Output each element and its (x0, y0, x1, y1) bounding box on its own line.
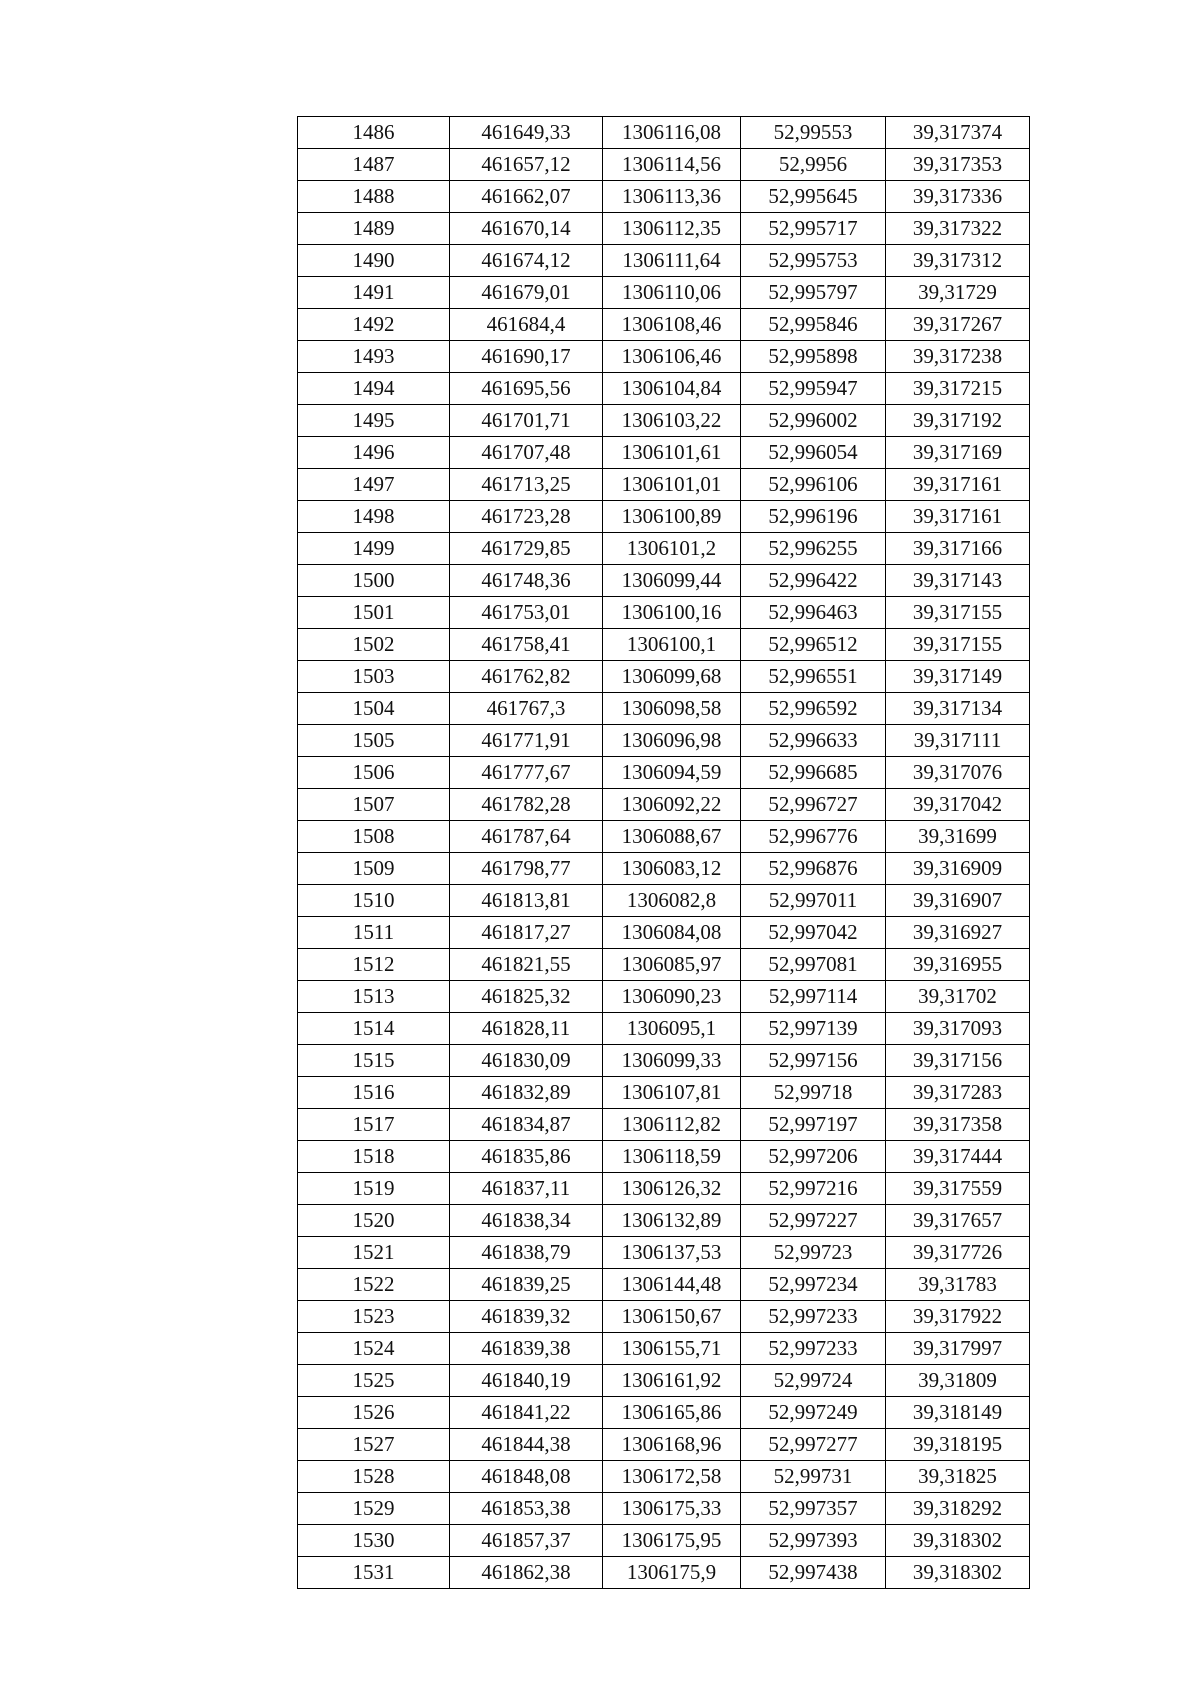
y-coordinate-cell: 1306103,22 (603, 405, 741, 437)
y-coordinate-cell: 1306112,82 (603, 1109, 741, 1141)
longitude-cell: 39,317155 (886, 597, 1030, 629)
latitude-cell: 52,995947 (741, 373, 886, 405)
x-coordinate-cell: 461679,01 (450, 277, 603, 309)
latitude-cell: 52,99724 (741, 1365, 886, 1397)
latitude-cell: 52,995846 (741, 309, 886, 341)
table-row (298, 277, 1030, 309)
point-number-cell: 1492 (298, 309, 450, 341)
y-coordinate-cell: 1306161,92 (603, 1365, 741, 1397)
x-coordinate-cell: 461723,28 (450, 501, 603, 533)
table-row (298, 1333, 1030, 1365)
table-row (298, 661, 1030, 693)
longitude-cell: 39,317076 (886, 757, 1030, 789)
longitude-cell: 39,317444 (886, 1141, 1030, 1173)
latitude-cell: 52,996876 (741, 853, 886, 885)
table-row (298, 1525, 1030, 1557)
x-coordinate-cell: 461762,82 (450, 661, 603, 693)
y-coordinate-cell: 1306098,58 (603, 693, 741, 725)
x-coordinate-cell: 461839,38 (450, 1333, 603, 1365)
table-row (298, 821, 1030, 853)
point-number-cell: 1499 (298, 533, 450, 565)
x-coordinate-cell: 461830,09 (450, 1045, 603, 1077)
longitude-cell: 39,317312 (886, 245, 1030, 277)
longitude-cell: 39,316955 (886, 949, 1030, 981)
point-number-cell: 1516 (298, 1077, 450, 1109)
latitude-cell: 52,997438 (741, 1557, 886, 1589)
point-number-cell: 1524 (298, 1333, 450, 1365)
latitude-cell: 52,997216 (741, 1173, 886, 1205)
table-row (298, 309, 1030, 341)
latitude-cell: 52,996422 (741, 565, 886, 597)
latitude-cell: 52,996463 (741, 597, 886, 629)
longitude-cell: 39,317134 (886, 693, 1030, 725)
x-coordinate-cell: 461832,89 (450, 1077, 603, 1109)
point-number-cell: 1521 (298, 1237, 450, 1269)
table-row (298, 629, 1030, 661)
latitude-cell: 52,996633 (741, 725, 886, 757)
y-coordinate-cell: 1306095,1 (603, 1013, 741, 1045)
y-coordinate-cell: 1306111,64 (603, 245, 741, 277)
table-row (298, 1077, 1030, 1109)
table-row (298, 501, 1030, 533)
latitude-cell: 52,997393 (741, 1525, 886, 1557)
x-coordinate-cell: 461782,28 (450, 789, 603, 821)
latitude-cell: 52,997249 (741, 1397, 886, 1429)
y-coordinate-cell: 1306099,68 (603, 661, 741, 693)
longitude-cell: 39,317559 (886, 1173, 1030, 1205)
y-coordinate-cell: 1306172,58 (603, 1461, 741, 1493)
table-row (298, 1397, 1030, 1429)
longitude-cell: 39,317156 (886, 1045, 1030, 1077)
latitude-cell: 52,9956 (741, 149, 886, 181)
table-row (298, 1109, 1030, 1141)
y-coordinate-cell: 1306088,67 (603, 821, 741, 853)
longitude-cell: 39,317353 (886, 149, 1030, 181)
y-coordinate-cell: 1306155,71 (603, 1333, 741, 1365)
y-coordinate-cell: 1306175,95 (603, 1525, 741, 1557)
longitude-cell: 39,317997 (886, 1333, 1030, 1365)
x-coordinate-cell: 461701,71 (450, 405, 603, 437)
y-coordinate-cell: 1306101,2 (603, 533, 741, 565)
y-coordinate-cell: 1306101,01 (603, 469, 741, 501)
latitude-cell: 52,997227 (741, 1205, 886, 1237)
latitude-cell: 52,996255 (741, 533, 886, 565)
x-coordinate-cell: 461853,38 (450, 1493, 603, 1525)
point-number-cell: 1494 (298, 373, 450, 405)
point-number-cell: 1495 (298, 405, 450, 437)
longitude-cell: 39,316907 (886, 885, 1030, 917)
y-coordinate-cell: 1306094,59 (603, 757, 741, 789)
point-number-cell: 1489 (298, 213, 450, 245)
y-coordinate-cell: 1306101,61 (603, 437, 741, 469)
latitude-cell: 52,995898 (741, 341, 886, 373)
table-row (298, 1429, 1030, 1461)
x-coordinate-cell: 461838,79 (450, 1237, 603, 1269)
point-number-cell: 1498 (298, 501, 450, 533)
longitude-cell: 39,31783 (886, 1269, 1030, 1301)
latitude-cell: 52,997206 (741, 1141, 886, 1173)
longitude-cell: 39,317726 (886, 1237, 1030, 1269)
y-coordinate-cell: 1306175,9 (603, 1557, 741, 1589)
point-number-cell: 1522 (298, 1269, 450, 1301)
y-coordinate-cell: 1306110,06 (603, 277, 741, 309)
longitude-cell: 39,317238 (886, 341, 1030, 373)
latitude-cell: 52,997357 (741, 1493, 886, 1525)
table-row (298, 437, 1030, 469)
x-coordinate-cell: 461771,91 (450, 725, 603, 757)
point-number-cell: 1515 (298, 1045, 450, 1077)
point-number-cell: 1504 (298, 693, 450, 725)
latitude-cell: 52,997197 (741, 1109, 886, 1141)
point-number-cell: 1528 (298, 1461, 450, 1493)
point-number-cell: 1527 (298, 1429, 450, 1461)
longitude-cell: 39,31702 (886, 981, 1030, 1013)
latitude-cell: 52,997233 (741, 1333, 886, 1365)
point-number-cell: 1506 (298, 757, 450, 789)
y-coordinate-cell: 1306082,8 (603, 885, 741, 917)
longitude-cell: 39,318195 (886, 1429, 1030, 1461)
x-coordinate-cell: 461834,87 (450, 1109, 603, 1141)
table-row (298, 469, 1030, 501)
latitude-cell: 52,996727 (741, 789, 886, 821)
table-row (298, 213, 1030, 245)
y-coordinate-cell: 1306144,48 (603, 1269, 741, 1301)
point-number-cell: 1486 (298, 117, 450, 149)
table-row (298, 117, 1030, 149)
x-coordinate-cell: 461729,85 (450, 533, 603, 565)
longitude-cell: 39,316927 (886, 917, 1030, 949)
point-number-cell: 1488 (298, 181, 450, 213)
x-coordinate-cell: 461674,12 (450, 245, 603, 277)
longitude-cell: 39,317143 (886, 565, 1030, 597)
latitude-cell: 52,995717 (741, 213, 886, 245)
longitude-cell: 39,317161 (886, 469, 1030, 501)
x-coordinate-cell: 461684,4 (450, 309, 603, 341)
latitude-cell: 52,997042 (741, 917, 886, 949)
point-number-cell: 1490 (298, 245, 450, 277)
latitude-cell: 52,996685 (741, 757, 886, 789)
x-coordinate-cell: 461844,38 (450, 1429, 603, 1461)
x-coordinate-cell: 461670,14 (450, 213, 603, 245)
point-number-cell: 1514 (298, 1013, 450, 1045)
latitude-cell: 52,997114 (741, 981, 886, 1013)
point-number-cell: 1501 (298, 597, 450, 629)
table-row (298, 1173, 1030, 1205)
y-coordinate-cell: 1306106,46 (603, 341, 741, 373)
table-row (298, 1301, 1030, 1333)
x-coordinate-cell: 461841,22 (450, 1397, 603, 1429)
point-number-cell: 1493 (298, 341, 450, 373)
y-coordinate-cell: 1306168,96 (603, 1429, 741, 1461)
point-number-cell: 1517 (298, 1109, 450, 1141)
latitude-cell: 52,997233 (741, 1301, 886, 1333)
longitude-cell: 39,31825 (886, 1461, 1030, 1493)
x-coordinate-cell: 461840,19 (450, 1365, 603, 1397)
point-number-cell: 1502 (298, 629, 450, 661)
point-number-cell: 1508 (298, 821, 450, 853)
table-row (298, 373, 1030, 405)
table-row (298, 245, 1030, 277)
longitude-cell: 39,31699 (886, 821, 1030, 853)
y-coordinate-cell: 1306126,32 (603, 1173, 741, 1205)
longitude-cell: 39,317358 (886, 1109, 1030, 1141)
point-number-cell: 1505 (298, 725, 450, 757)
latitude-cell: 52,996106 (741, 469, 886, 501)
longitude-cell: 39,317322 (886, 213, 1030, 245)
latitude-cell: 52,996776 (741, 821, 886, 853)
coordinates-table (297, 116, 1030, 1589)
y-coordinate-cell: 1306116,08 (603, 117, 741, 149)
point-number-cell: 1512 (298, 949, 450, 981)
table-row (298, 693, 1030, 725)
longitude-cell: 39,317149 (886, 661, 1030, 693)
table-row (298, 949, 1030, 981)
y-coordinate-cell: 1306108,46 (603, 309, 741, 341)
longitude-cell: 39,317169 (886, 437, 1030, 469)
latitude-cell: 52,99553 (741, 117, 886, 149)
x-coordinate-cell: 461657,12 (450, 149, 603, 181)
table-row (298, 341, 1030, 373)
table-row (298, 149, 1030, 181)
y-coordinate-cell: 1306107,81 (603, 1077, 741, 1109)
longitude-cell: 39,317161 (886, 501, 1030, 533)
table-row (298, 533, 1030, 565)
y-coordinate-cell: 1306100,16 (603, 597, 741, 629)
longitude-cell: 39,317093 (886, 1013, 1030, 1045)
table-row (298, 597, 1030, 629)
table-row (298, 1045, 1030, 1077)
longitude-cell: 39,318292 (886, 1493, 1030, 1525)
longitude-cell: 39,317374 (886, 117, 1030, 149)
latitude-cell: 52,997234 (741, 1269, 886, 1301)
point-number-cell: 1523 (298, 1301, 450, 1333)
x-coordinate-cell: 461813,81 (450, 885, 603, 917)
x-coordinate-cell: 461777,67 (450, 757, 603, 789)
x-coordinate-cell: 461817,27 (450, 917, 603, 949)
y-coordinate-cell: 1306084,08 (603, 917, 741, 949)
x-coordinate-cell: 461857,37 (450, 1525, 603, 1557)
x-coordinate-cell: 461748,36 (450, 565, 603, 597)
table-row (298, 1269, 1030, 1301)
x-coordinate-cell: 461848,08 (450, 1461, 603, 1493)
y-coordinate-cell: 1306175,33 (603, 1493, 741, 1525)
x-coordinate-cell: 461839,32 (450, 1301, 603, 1333)
longitude-cell: 39,316909 (886, 853, 1030, 885)
table-row (298, 853, 1030, 885)
point-number-cell: 1519 (298, 1173, 450, 1205)
latitude-cell: 52,996002 (741, 405, 886, 437)
y-coordinate-cell: 1306137,53 (603, 1237, 741, 1269)
x-coordinate-cell: 461821,55 (450, 949, 603, 981)
x-coordinate-cell: 461695,56 (450, 373, 603, 405)
table-row (298, 757, 1030, 789)
point-number-cell: 1507 (298, 789, 450, 821)
table-row (298, 1141, 1030, 1173)
y-coordinate-cell: 1306092,22 (603, 789, 741, 821)
table-row (298, 565, 1030, 597)
longitude-cell: 39,317283 (886, 1077, 1030, 1109)
x-coordinate-cell: 461825,32 (450, 981, 603, 1013)
y-coordinate-cell: 1306099,33 (603, 1045, 741, 1077)
table-row (298, 981, 1030, 1013)
x-coordinate-cell: 461787,64 (450, 821, 603, 853)
table-row (298, 181, 1030, 213)
longitude-cell: 39,31729 (886, 277, 1030, 309)
latitude-cell: 52,997277 (741, 1429, 886, 1461)
latitude-cell: 52,99723 (741, 1237, 886, 1269)
table-row (298, 1557, 1030, 1589)
x-coordinate-cell: 461839,25 (450, 1269, 603, 1301)
table-row (298, 1493, 1030, 1525)
longitude-cell: 39,317111 (886, 725, 1030, 757)
point-number-cell: 1520 (298, 1205, 450, 1237)
y-coordinate-cell: 1306150,67 (603, 1301, 741, 1333)
point-number-cell: 1497 (298, 469, 450, 501)
y-coordinate-cell: 1306100,1 (603, 629, 741, 661)
latitude-cell: 52,996054 (741, 437, 886, 469)
latitude-cell: 52,997011 (741, 885, 886, 917)
longitude-cell: 39,31809 (886, 1365, 1030, 1397)
point-number-cell: 1529 (298, 1493, 450, 1525)
longitude-cell: 39,318302 (886, 1557, 1030, 1589)
table-row (298, 789, 1030, 821)
y-coordinate-cell: 1306090,23 (603, 981, 741, 1013)
point-number-cell: 1525 (298, 1365, 450, 1397)
x-coordinate-cell: 461713,25 (450, 469, 603, 501)
x-coordinate-cell: 461649,33 (450, 117, 603, 149)
longitude-cell: 39,318302 (886, 1525, 1030, 1557)
latitude-cell: 52,996512 (741, 629, 886, 661)
y-coordinate-cell: 1306085,97 (603, 949, 741, 981)
longitude-cell: 39,317336 (886, 181, 1030, 213)
coordinates-table-body (298, 117, 1030, 1589)
latitude-cell: 52,99718 (741, 1077, 886, 1109)
x-coordinate-cell: 461835,86 (450, 1141, 603, 1173)
x-coordinate-cell: 461767,3 (450, 693, 603, 725)
y-coordinate-cell: 1306132,89 (603, 1205, 741, 1237)
x-coordinate-cell: 461798,77 (450, 853, 603, 885)
point-number-cell: 1513 (298, 981, 450, 1013)
y-coordinate-cell: 1306083,12 (603, 853, 741, 885)
point-number-cell: 1530 (298, 1525, 450, 1557)
table-row (298, 917, 1030, 949)
longitude-cell: 39,317192 (886, 405, 1030, 437)
y-coordinate-cell: 1306096,98 (603, 725, 741, 757)
longitude-cell: 39,317155 (886, 629, 1030, 661)
y-coordinate-cell: 1306113,36 (603, 181, 741, 213)
point-number-cell: 1500 (298, 565, 450, 597)
latitude-cell: 52,995753 (741, 245, 886, 277)
x-coordinate-cell: 461862,38 (450, 1557, 603, 1589)
longitude-cell: 39,318149 (886, 1397, 1030, 1429)
point-number-cell: 1496 (298, 437, 450, 469)
y-coordinate-cell: 1306118,59 (603, 1141, 741, 1173)
longitude-cell: 39,317042 (886, 789, 1030, 821)
latitude-cell: 52,99731 (741, 1461, 886, 1493)
table-row (298, 1237, 1030, 1269)
x-coordinate-cell: 461707,48 (450, 437, 603, 469)
longitude-cell: 39,317922 (886, 1301, 1030, 1333)
table-row (298, 1461, 1030, 1493)
latitude-cell: 52,997156 (741, 1045, 886, 1077)
table-row (298, 1205, 1030, 1237)
point-number-cell: 1503 (298, 661, 450, 693)
point-number-cell: 1518 (298, 1141, 450, 1173)
x-coordinate-cell: 461662,07 (450, 181, 603, 213)
x-coordinate-cell: 461828,11 (450, 1013, 603, 1045)
latitude-cell: 52,996551 (741, 661, 886, 693)
x-coordinate-cell: 461838,34 (450, 1205, 603, 1237)
point-number-cell: 1491 (298, 277, 450, 309)
y-coordinate-cell: 1306165,86 (603, 1397, 741, 1429)
y-coordinate-cell: 1306100,89 (603, 501, 741, 533)
point-number-cell: 1487 (298, 149, 450, 181)
longitude-cell: 39,317215 (886, 373, 1030, 405)
latitude-cell: 52,997081 (741, 949, 886, 981)
table-row (298, 405, 1030, 437)
y-coordinate-cell: 1306114,56 (603, 149, 741, 181)
x-coordinate-cell: 461753,01 (450, 597, 603, 629)
table-row (298, 885, 1030, 917)
latitude-cell: 52,995797 (741, 277, 886, 309)
latitude-cell: 52,997139 (741, 1013, 886, 1045)
point-number-cell: 1510 (298, 885, 450, 917)
y-coordinate-cell: 1306099,44 (603, 565, 741, 597)
table-row (298, 725, 1030, 757)
table-row (298, 1365, 1030, 1397)
latitude-cell: 52,996592 (741, 693, 886, 725)
latitude-cell: 52,995645 (741, 181, 886, 213)
longitude-cell: 39,317657 (886, 1205, 1030, 1237)
point-number-cell: 1526 (298, 1397, 450, 1429)
y-coordinate-cell: 1306104,84 (603, 373, 741, 405)
longitude-cell: 39,317166 (886, 533, 1030, 565)
y-coordinate-cell: 1306112,35 (603, 213, 741, 245)
table-row (298, 1013, 1030, 1045)
longitude-cell: 39,317267 (886, 309, 1030, 341)
x-coordinate-cell: 461837,11 (450, 1173, 603, 1205)
x-coordinate-cell: 461690,17 (450, 341, 603, 373)
point-number-cell: 1511 (298, 917, 450, 949)
latitude-cell: 52,996196 (741, 501, 886, 533)
x-coordinate-cell: 461758,41 (450, 629, 603, 661)
point-number-cell: 1509 (298, 853, 450, 885)
point-number-cell: 1531 (298, 1557, 450, 1589)
